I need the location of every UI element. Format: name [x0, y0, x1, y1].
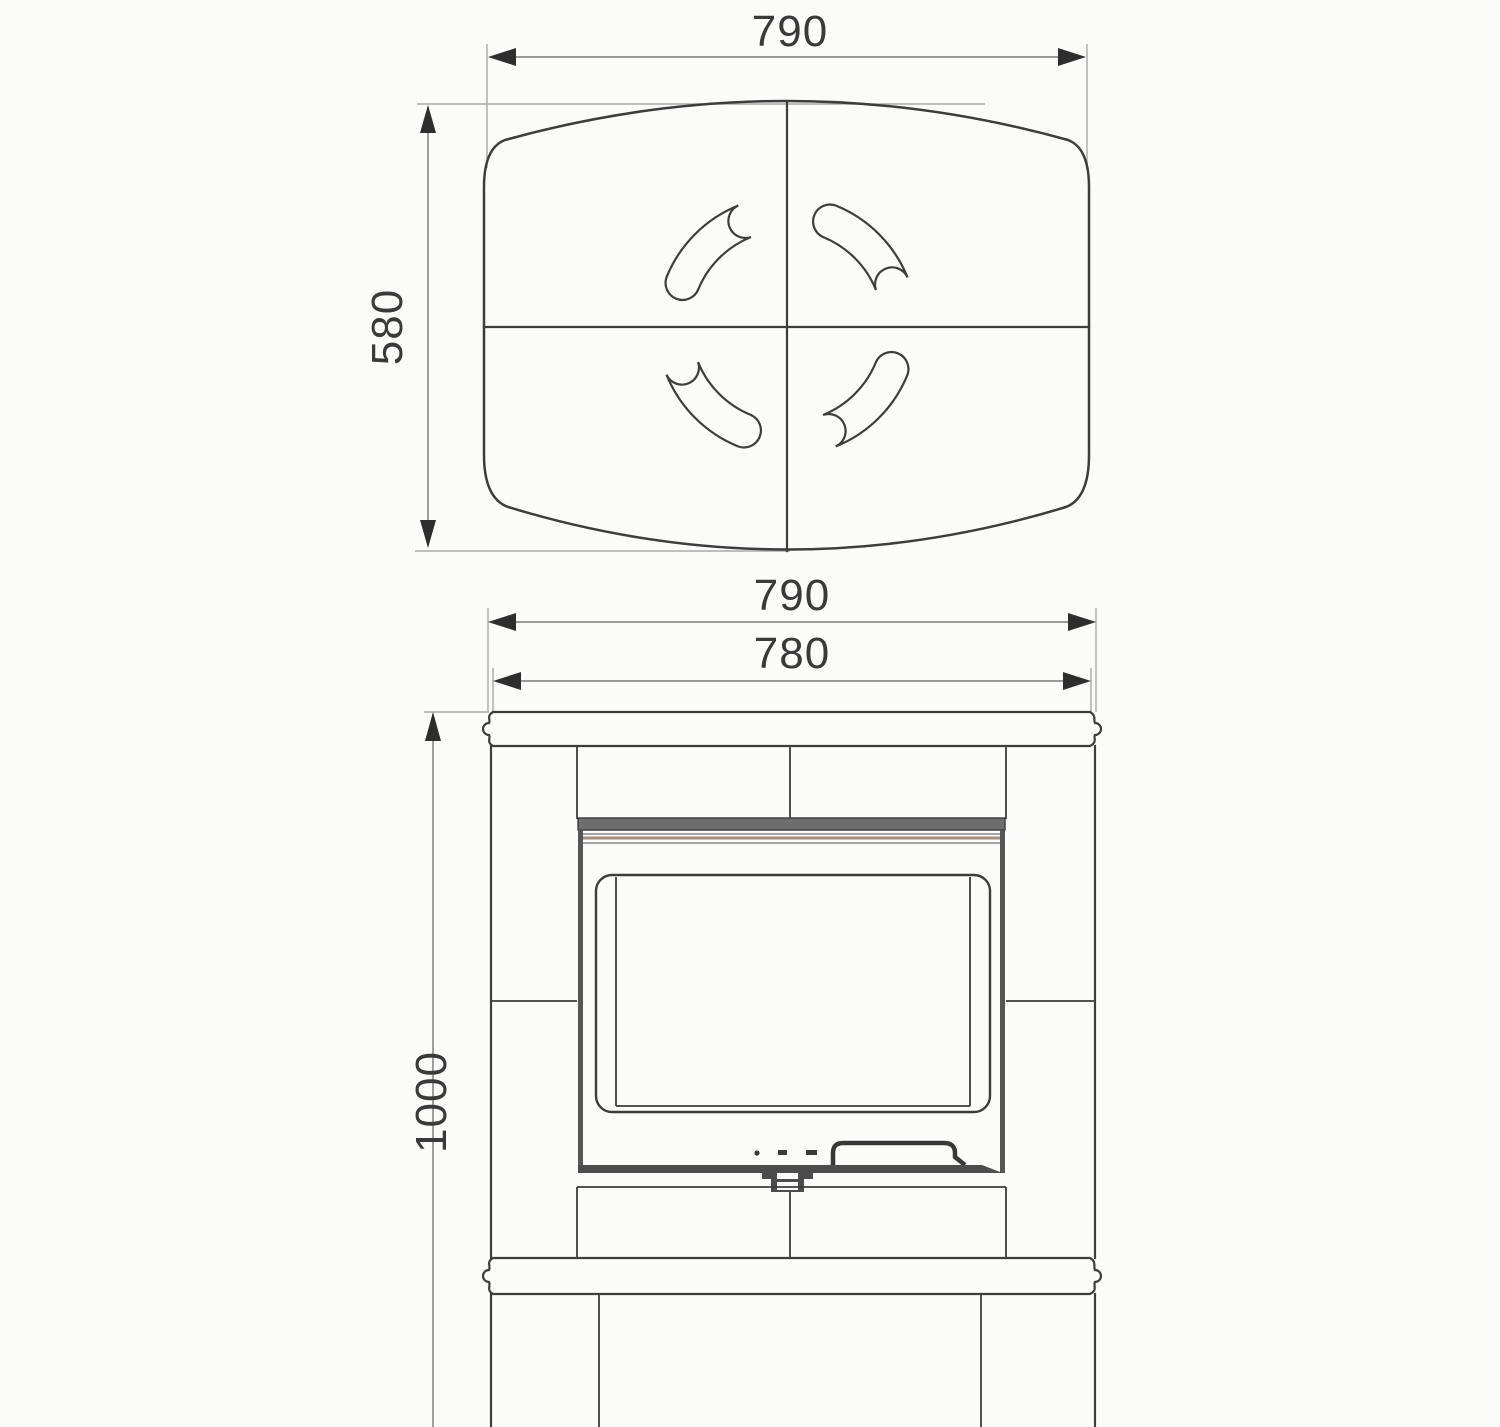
dim-front-top-width-label: 790	[753, 571, 831, 620]
dim-front-body-width-label: 780	[753, 629, 831, 678]
door-frame-right	[1000, 830, 1005, 1173]
door-air-control-marks	[754, 1150, 817, 1156]
door-handle	[833, 1143, 965, 1165]
vent-slot-icon	[823, 352, 908, 446]
lower-slab	[483, 1258, 1101, 1294]
vent-slot-icon	[667, 362, 761, 447]
dim-front-height	[407, 712, 489, 1427]
door-glass	[596, 875, 990, 1112]
arrowhead-up	[425, 712, 441, 741]
arrowhead-left	[493, 672, 521, 690]
door-lintel	[578, 818, 1005, 830]
door-frame-left	[578, 830, 583, 1173]
latch-wing	[762, 1173, 777, 1179]
latch-wing	[798, 1173, 813, 1179]
glass-inner-frame	[616, 877, 970, 1106]
dim-front-body-width	[493, 629, 1091, 712]
arrowhead-left	[488, 48, 516, 66]
latch-inner	[777, 1182, 798, 1190]
mark-dash	[778, 1150, 787, 1155]
mark-dash	[806, 1150, 817, 1155]
door-sill	[578, 1165, 1005, 1173]
base-pedestal	[491, 1294, 1095, 1427]
arrowhead-right	[1063, 672, 1091, 690]
arrowhead-right	[1068, 613, 1096, 631]
top-slab	[483, 712, 1101, 746]
mark-dot	[754, 1150, 759, 1155]
vent-slot-icon	[666, 206, 751, 300]
vent-slot-icon	[813, 205, 907, 290]
under-door-panel	[577, 1187, 1006, 1258]
arrowhead-up	[420, 105, 436, 133]
front-view	[407, 571, 1101, 1427]
door-latch	[762, 1173, 813, 1192]
arrowhead-left	[488, 613, 516, 631]
top-view	[363, 7, 1089, 551]
stove-door	[578, 818, 1005, 1192]
arrowhead-down	[420, 520, 436, 548]
arrowhead-right	[1058, 48, 1086, 66]
dim-front-height-label: 1000	[407, 1051, 456, 1153]
dim-top-width-label: 790	[751, 7, 829, 56]
dim-top-depth-label: 580	[363, 288, 412, 366]
